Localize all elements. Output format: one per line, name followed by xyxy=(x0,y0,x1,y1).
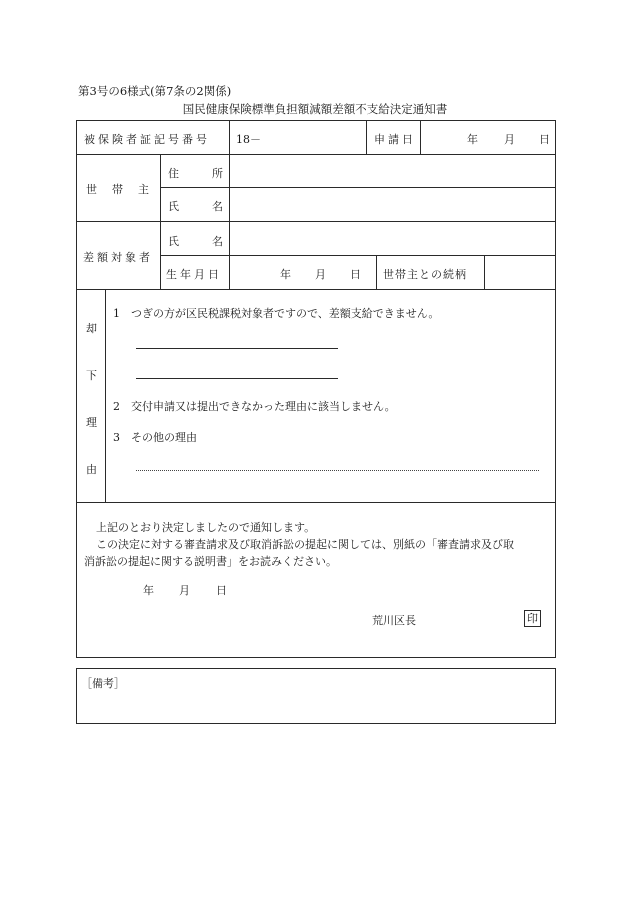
application-date-month: 月 xyxy=(504,133,515,146)
householder-label: 世 帯 主 xyxy=(86,183,151,196)
application-date-year: 年 xyxy=(467,133,478,146)
target-name-label: 氏 名 xyxy=(168,235,223,248)
birth-date-label: 生年月日 xyxy=(166,268,222,281)
remarks-label: ［備考］ xyxy=(81,677,125,690)
notice-date-month: 月 xyxy=(179,584,190,597)
notice-line-3: 消訴訟の提起に関する説明書」をお読みください。 xyxy=(84,555,337,568)
insured-number-label: 被保険者証記号番号 xyxy=(84,133,210,146)
notice-date-day: 日 xyxy=(216,584,227,597)
seal-stamp-box: 印 xyxy=(524,610,541,627)
reason-1: 1 つぎの方が区民税課税対象者ですので、差額支給できません。 xyxy=(113,307,440,320)
relation-label: 世帯主との続柄 xyxy=(383,268,467,281)
target-label: 差額対象者 xyxy=(83,251,153,264)
reason-1-fill-line-2 xyxy=(136,378,338,379)
rejection-label-char-1: 却 xyxy=(86,322,97,335)
notice-date-year: 年 xyxy=(143,584,154,597)
issuer-name: 荒川区長 xyxy=(372,614,416,627)
reason-3-dotted-line xyxy=(136,470,539,471)
application-date-day: 日 xyxy=(539,133,550,146)
householder-name-label: 氏 名 xyxy=(168,200,223,213)
insured-number-value: 18－ xyxy=(236,133,261,146)
birth-day: 日 xyxy=(350,268,361,281)
form-id: 第3号の6様式(第7条の2関係) xyxy=(78,84,232,98)
address-label: 住 所 xyxy=(168,167,223,180)
rejection-label-char-3: 理 xyxy=(86,416,97,429)
rejection-label-char-2: 下 xyxy=(86,369,97,382)
reason-3: 3 その他の理由 xyxy=(113,431,197,444)
birth-month: 月 xyxy=(315,268,326,281)
notice-line-2: この決定に対する審査請求及び取消訴訟の提起に関しては、別紙の「審査請求及び取 xyxy=(96,538,514,551)
application-date-label: 申請日 xyxy=(374,133,416,146)
form-title: 国民健康保険標準負担額減額差額不支給決定通知書 xyxy=(182,102,448,116)
reason-2: 2 交付申請又は提出できなかった理由に該当しません。 xyxy=(113,400,396,413)
birth-year: 年 xyxy=(280,268,291,281)
reason-1-fill-line-1 xyxy=(136,348,338,349)
rejection-label-char-4: 由 xyxy=(86,463,97,476)
notice-line-1: 上記のとおり決定しましたので通知します。 xyxy=(96,521,316,534)
